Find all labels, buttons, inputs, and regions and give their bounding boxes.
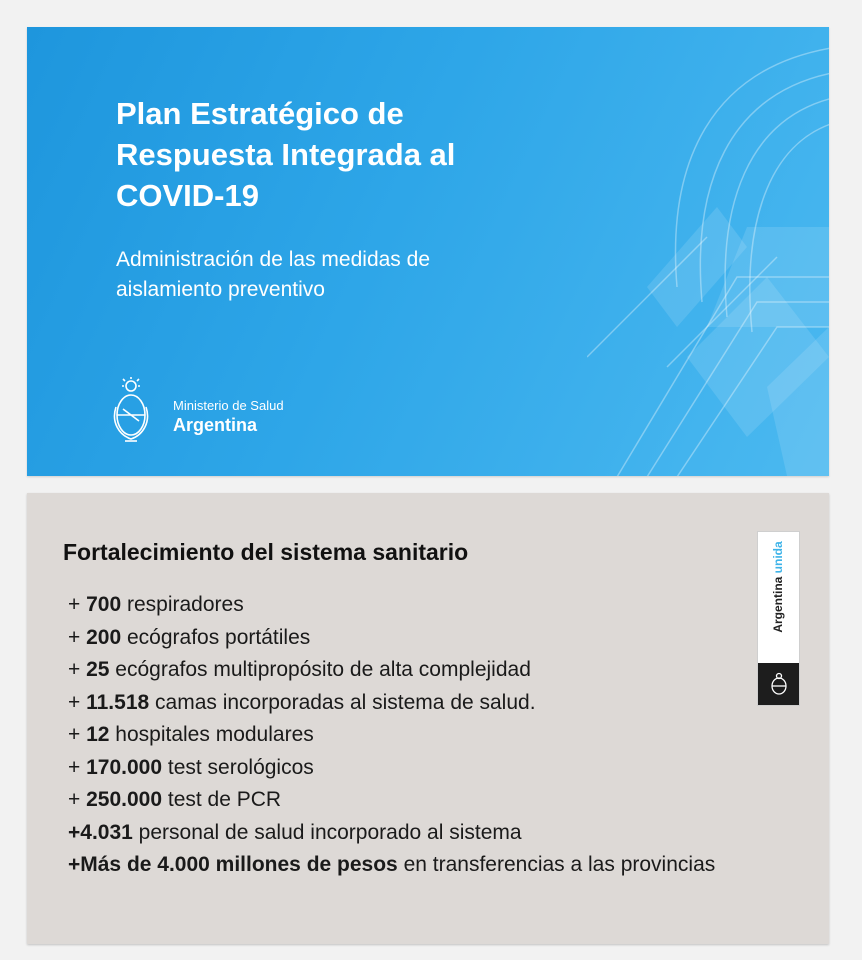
item-text: test serológicos [162, 755, 314, 779]
item-value: 700 [86, 593, 122, 616]
achievements-list [68, 589, 728, 882]
title-line-1: Plan Estratégico de [116, 96, 404, 131]
ministry-label [173, 398, 284, 436]
item-prefix: + [68, 593, 87, 616]
item-prefix: + [68, 658, 87, 681]
title-line-2: Respuesta Integrada al [116, 137, 456, 172]
section-heading: Fortalecimiento del sistema sanitario [63, 539, 469, 565]
badge-label [771, 541, 785, 632]
item-value: 200 [86, 625, 122, 649]
ministry-name: Ministerio de Salud [173, 398, 284, 413]
list-item [68, 849, 728, 882]
header-banner [27, 27, 829, 476]
page-title [116, 93, 576, 216]
title-line-3: COVID-19 [116, 178, 259, 213]
item-text: personal de salud incorporado al sistema [132, 820, 522, 844]
argentina-unida-badge [757, 531, 800, 706]
item-value: 25 [86, 658, 110, 681]
item-value: 11.518 [86, 690, 150, 714]
list-item [68, 622, 728, 655]
page-subtitle [116, 245, 576, 305]
item-value: 170.000 [86, 755, 163, 779]
item-text: respiradores [121, 593, 244, 616]
list-item [68, 784, 728, 817]
item-prefix: + [68, 625, 87, 649]
item-prefix: + [68, 788, 87, 811]
item-value: 250.000 [86, 788, 163, 811]
item-text: test de PCR [162, 788, 282, 811]
list-item [68, 817, 728, 850]
badge-text-accent: unida [771, 541, 785, 574]
item-prefix: + [68, 723, 87, 746]
subtitle-line-2: aislamiento preventivo [116, 278, 325, 301]
list-item [68, 589, 728, 622]
list-item [68, 719, 728, 752]
coat-of-arms-icon [113, 377, 149, 447]
item-text: ecógrafos portátiles [121, 625, 311, 649]
badge-emblem-block [758, 663, 799, 705]
content-panel [27, 493, 829, 944]
ministry-country: Argentina [173, 415, 258, 435]
list-item [68, 654, 728, 687]
item-prefix: + [68, 690, 87, 714]
item-value: +Más de 4.000 millones de pesos [68, 853, 398, 876]
badge-text-main: Argentina [771, 576, 785, 633]
item-value: 12 [86, 723, 110, 746]
emblem-icon [770, 672, 788, 696]
item-text: ecógrafos multipropósito de alta complejidad [109, 658, 531, 681]
item-text: hospitales modulares [109, 723, 314, 746]
item-text: en transferencias a las provincias [397, 853, 716, 876]
decorative-pattern [587, 27, 829, 476]
list-item [68, 687, 728, 720]
subtitle-line-1: Administración de las medidas de [116, 248, 430, 271]
item-value: +4.031 [68, 820, 133, 844]
list-item [68, 752, 728, 785]
item-prefix: + [68, 755, 87, 779]
item-text: camas incorporadas al sistema de salud. [149, 690, 536, 714]
